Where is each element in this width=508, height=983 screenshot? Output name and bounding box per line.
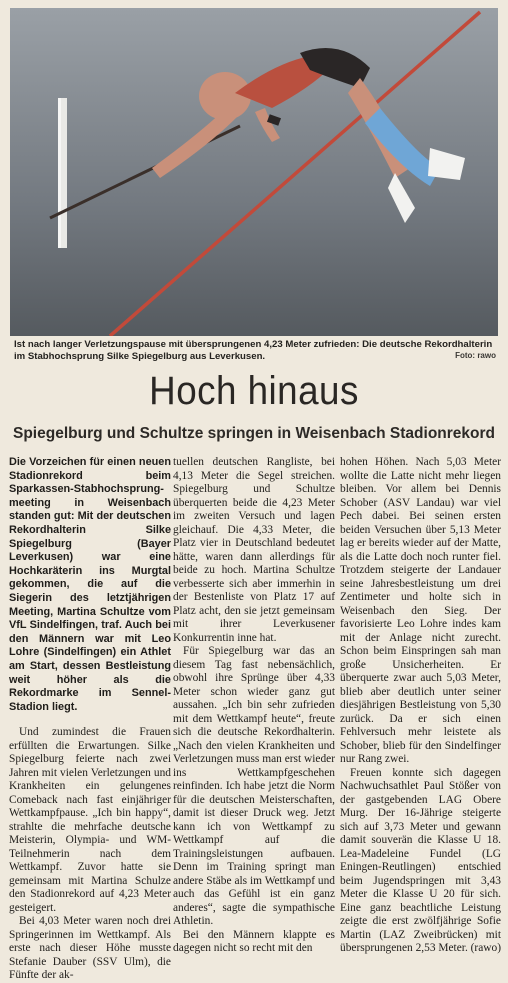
article-column-2 [173, 456, 335, 956]
article-subhead: Spiegelburg und Schultze springen in Weisenbach Stadionrekord [13, 425, 495, 442]
article-paragraph: Und zumindest die Frauen erfüllten die Erwartungen. Silke Spiegelburg feierte nach zwei Jahren mit vielen Verletzungen und Krankheiten ein gelungenes Comeback nach fast einjähriger Wettkampfpause. „Ich bin happy“, strahlte die mehrfache deutsche Meisterin, Olympia- und WM-Teilnehmerin nach dem Wettkampf. Zuvor hatte sie gemeinsam mit Martina Schulze den Stadionrekord auf 4,23 Meter gesteigert. [9, 726, 171, 914]
article-column-1 [9, 456, 171, 983]
article-paragraph: Für Spiegelburg war das an diesem Tag fast nebensächlich, obwohl ihre Sprünge über 4,33 Meter schon wieder ganz gut aussahen. „Ich bin sehr zufrieden mit dem Wettkampf heute“, freute sich die deutsche Rekordhalterin. „Nach den vielen Krankheiten und Verletzungen muss man erst wieder ins Wettkampfgeschehen reinfinden. Ich habe jetzt die Norm für die deutschen Meisterschaften, damit ist dieser Druck weg. Jetzt kann ich von Wettkampf zu Wettkampf auf die Trainingsleistungen aufbauen. Denn im Training springt man andere Stäbe als im Wettkampf und auch das Gefühl ist ein ganz anderes“, sagte die sympathische Athletin. [173, 645, 335, 927]
article-column-3 [340, 456, 501, 956]
article-paragraph: Bei den Männern klappte es dagegen nicht so recht mit den [173, 928, 335, 954]
article-photo [10, 8, 498, 336]
article-headline: Hoch hinaus [149, 369, 359, 413]
article-paragraph: Bei 4,03 Meter waren noch drei Springerinnen im Wettkampf. Als erste nach dieser Höhe musste Stefanie Dauber (SSV Ulm), die Fünfte der ak- [9, 915, 171, 982]
article-lead: Die Vorzeichen für einen neuen Stadionrekord beim Sparkassen-Stabhochsprung-meeting in Weisenbach standen gut: Mit der deutschen Rekordhalterin Silke Spiegelburg (Bayer Leverkusen) war eine Hochkaräterin ins Murgtal gekommen, die auf die Siegerin des letztjährigen Meeting, Martina Schultze vom VfL Sindelfingen, traf. Auch bei den Männern war mit Leo Lohre (Sindelfingen) ein Athlet am Start, dessen Bestleistung weit höher als die Rekordmarke im Sennel-Stadion liegt. [9, 456, 171, 713]
article-paragraph: hohen Höhen. Nach 5,03 Meter wollte die Latte nicht mehr liegen bleiben. Vor allem bei Dennis Schober (ASV Landau) war viel Pech dabei. Bei seinen ersten beiden Versuchen über 5,13 Meter lag er bereits wieder auf der Matte, als die Latte doch noch runter fiel. Trotzdem steigerte der Landauer seine Jahresbestleistung um drei Zentimeter und holte sich in Weisenbach den Sieg. Der favorisierte Leo Lohre indes kam mit der Anlage nicht zurecht. Schon beim Einspringen sah man große Unsicherheiten. Er überquerte zwar auch 5,03 Meter, blieb aber deutlich unter seiner diesjährigen Bestleistung von 5,30 zurück. Da er sich einen Fehlversuch mehr leistete als Schober, blieb für den Sindelfinger nur Rang zwei. [340, 456, 501, 765]
photo-caption: Ist nach langer Verletzungspause mit übersprungenen 4,23 Meter zufrieden: Die deutsche Rekordhalterin im Stabhochsprung Silke Spiegelburg aus Leverkusen. [14, 339, 493, 362]
article-paragraph: Freuen konnte sich dagegen Nachwuchsathlet Paul Stößer von der gastgebenden LAG Obere Murg. Der 16-Jährige steigerte sich auf 3,73 Meter und gewann damit souverän die Klasse U 18. Lea-Madeleine Fundel (LG Eningen-Reutlingen) entschied beim Jugendspringen mit 3,43 Meter die Klasse U 20 für sich. Eine ganz beachtliche Leistung zeigte die erst zwölfjährige Sofie Martin (LAZ Zweibrücken) mit übersprungenen 2,53 Meter. (rawo) [340, 766, 501, 954]
pole-vault-illustration [10, 8, 498, 336]
article-paragraph: tuellen deutschen Rangliste, bei 4,13 Meter die Segel streichen. Spiegelburg und Schultze überquerten beide die 4,23 Meter im zweiten Versuch und lagen gleichauf. Die 4,33 Meter, die Platz vier in Deutschland bedeutet hätte, waren dann allerdings für beide zu hoch. Martina Schultze verbesserte sich aber immerhin in der Bestenliste von Platz 17 auf Platz acht, den sie jetzt gemeinsam mit ihrer Leverkusener Konkurrentin inne hat. [173, 456, 335, 644]
photo-credit: Foto: rawo [455, 351, 496, 360]
